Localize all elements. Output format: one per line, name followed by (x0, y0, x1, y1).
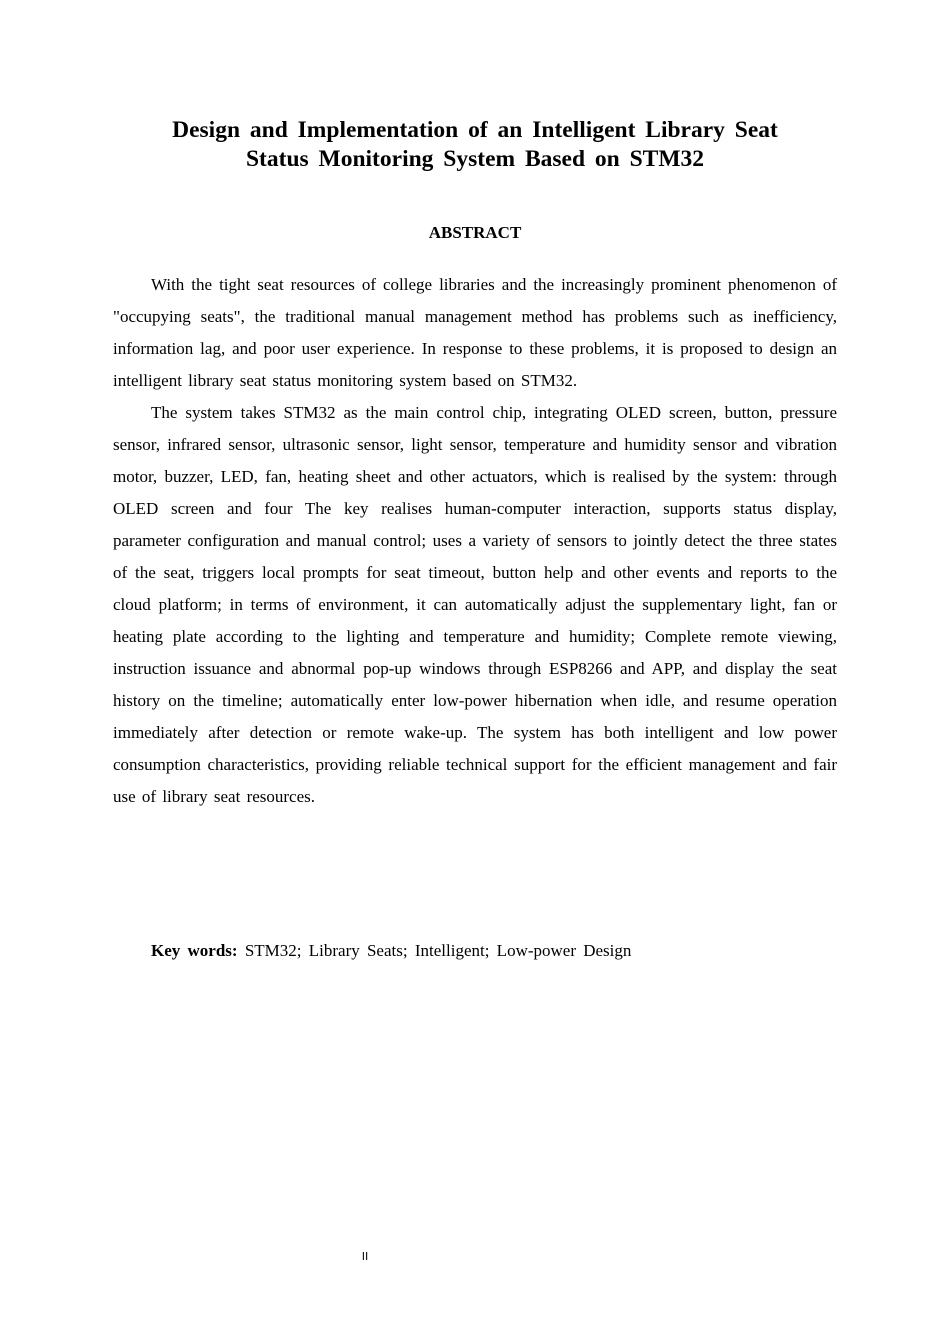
abstract-paragraph-1: With the tight seat resources of college libraries and the increasingly prominent phenomenon of "occupying seats", the traditional manual management method has problems such as inefficiency, information lag, and poor user experience. In response to these problems, it is proposed to design an intelligent library seat status monitoring system based on STM32. (113, 275, 837, 390)
title-line-1: Design and Implementation of an Intelligent Library Seat (172, 117, 778, 143)
page-number: II (361, 1250, 369, 1263)
keywords-text: STM32; Library Seats; Intelligent; Low-power Design (244, 941, 632, 960)
abstract-paragraph-2: The system takes STM32 as the main control chip, integrating OLED screen, button, pressure sensor, infrared sensor, ultrasonic sensor, light sensor, temperature and humidity sensor and vibration motor, buzzer, LED, fan, heating sheet and other actuators, which is realised by the system: through OLED screen and four The key realises human-computer interaction, supports status display, parameter configuration and manual control; uses a variety of sensors to jointly detect the three states of the seat, triggers local prompts for seat timeout, button help and other events and reports to the cloud platform; in terms of environment, it can automatically adjust the supplementary light, fan or heating plate according to the lighting and temperature and humidity; Complete remote viewing, instruction issuance and abnormal pop-up windows through ESP8266 and APP, and display the seat history on the timeline; automatically enter low-power hibernation when idle, and resume operation immediately after detection or remote wake-up. The system has both intelligent and low power consumption characteristics, providing reliable technical support for the efficient management and fair use of library seat resources. (113, 403, 837, 806)
abstract-body (113, 269, 837, 813)
title-line-2: Status Monitoring System Based on STM32 (245, 146, 705, 172)
keywords-line (151, 937, 837, 965)
abstract-heading: ABSTRACT (428, 223, 522, 242)
document-title (126, 116, 824, 174)
keywords-label: Key words: (151, 941, 238, 960)
